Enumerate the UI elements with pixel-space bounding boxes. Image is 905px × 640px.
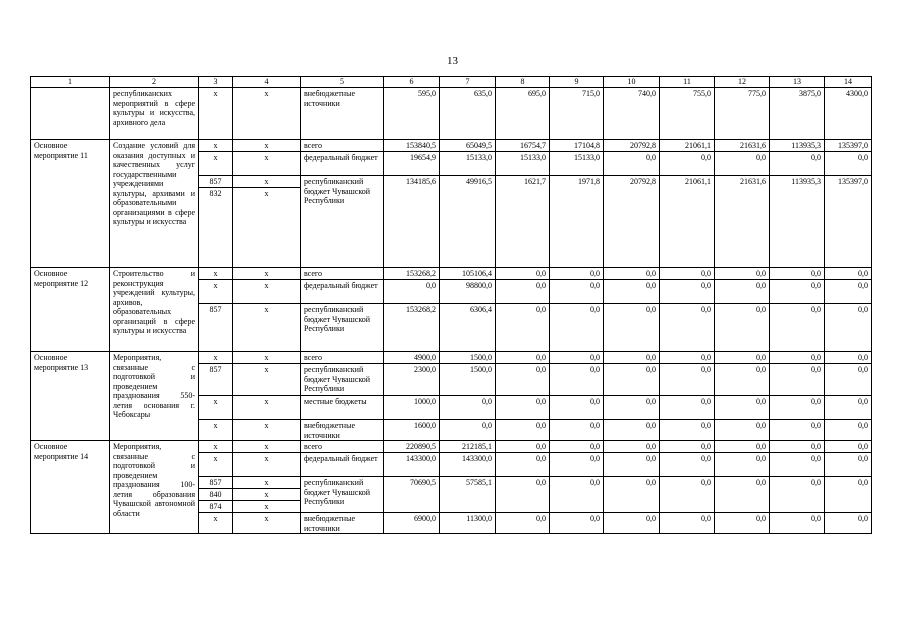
cell-grbs: x: [199, 352, 233, 364]
value-cell: 0,0: [550, 352, 604, 364]
funding-source: республиканский бюджет Чувашской Республики: [301, 364, 384, 396]
column-numbers-row: [31, 77, 872, 88]
value-cell: 0,0: [660, 152, 715, 176]
value-cell: 0,0: [496, 396, 550, 420]
column-number: 12: [715, 77, 770, 88]
cell-grbs: 874: [199, 501, 233, 513]
funding-source: федеральный бюджет: [301, 152, 384, 176]
value-cell: 0,0: [825, 513, 872, 534]
value-cell: 212185,1: [440, 441, 496, 453]
value-cell: 153268,2: [384, 268, 440, 280]
value-cell: 0,0: [770, 420, 825, 441]
column-number: 1: [31, 77, 110, 88]
value-cell: 0,0: [496, 268, 550, 280]
value-cell: 0,0: [604, 477, 660, 513]
cell-code: x: [233, 176, 301, 188]
value-cell: 0,0: [384, 280, 440, 304]
value-cell: 143300,0: [384, 453, 440, 477]
column-number: 4: [233, 77, 301, 88]
cell-grbs: x: [199, 513, 233, 534]
cell-code: x: [233, 364, 301, 396]
value-cell: 0,0: [660, 477, 715, 513]
value-cell: 0,0: [496, 364, 550, 396]
value-cell: 0,0: [825, 268, 872, 280]
event-name: Строительство и реконструкция учреждений культуры, архивов, образовательных организаций в сфере культуры и искусства: [110, 268, 199, 352]
value-cell: 21631,6: [715, 176, 770, 268]
value-cell: 21061,1: [660, 176, 715, 268]
value-cell: 635,0: [440, 88, 496, 140]
value-cell: 0,0: [496, 304, 550, 352]
cell-code: x: [233, 152, 301, 176]
value-cell: 0,0: [770, 352, 825, 364]
cell-code: x: [233, 280, 301, 304]
value-cell: 0,0: [825, 364, 872, 396]
value-cell: 16754,7: [496, 140, 550, 152]
value-cell: 0,0: [660, 268, 715, 280]
cell-grbs: x: [199, 140, 233, 152]
value-cell: 0,0: [715, 268, 770, 280]
value-cell: 0,0: [496, 513, 550, 534]
value-cell: 0,0: [715, 364, 770, 396]
value-cell: 2300,0: [384, 364, 440, 396]
event-label: Основное мероприятие 12: [31, 268, 110, 352]
value-cell: 0,0: [604, 420, 660, 441]
value-cell: 0,0: [770, 304, 825, 352]
value-cell: 0,0: [715, 477, 770, 513]
value-cell: 0,0: [550, 477, 604, 513]
event-name: Мероприятия, связанные с подготовкой и проведением празднования 550-летия основания г. Чебоксары: [110, 352, 199, 441]
cell-grbs: x: [199, 268, 233, 280]
value-cell: 98800,0: [440, 280, 496, 304]
event-name: Создание условий для оказания доступных и качественных услуг государственными учреждениями культуры, архивами и образовательными организациями в сфере культуры и искусства: [110, 140, 199, 268]
value-cell: 57585,1: [440, 477, 496, 513]
table-row: [31, 88, 872, 140]
value-cell: 0,0: [715, 453, 770, 477]
value-cell: 0,0: [770, 513, 825, 534]
funding-source: внебюджетные источники: [301, 88, 384, 140]
value-cell: 0,0: [550, 513, 604, 534]
table-row: [31, 352, 872, 364]
value-cell: 0,0: [496, 441, 550, 453]
value-cell: 0,0: [825, 453, 872, 477]
cell-code: x: [233, 441, 301, 453]
page-number: 13: [447, 55, 458, 67]
column-number: 6: [384, 77, 440, 88]
column-number: 11: [660, 77, 715, 88]
value-cell: 0,0: [770, 364, 825, 396]
value-cell: 0,0: [660, 364, 715, 396]
value-cell: 1000,0: [384, 396, 440, 420]
event-label: Основное мероприятие 13: [31, 352, 110, 441]
value-cell: 0,0: [825, 477, 872, 513]
value-cell: 0,0: [660, 453, 715, 477]
value-cell: 0,0: [604, 280, 660, 304]
value-cell: 11300,0: [440, 513, 496, 534]
column-number: 8: [496, 77, 550, 88]
value-cell: 0,0: [825, 420, 872, 441]
value-cell: 3875,0: [770, 88, 825, 140]
value-cell: 0,0: [715, 352, 770, 364]
value-cell: 105106,4: [440, 268, 496, 280]
value-cell: 0,0: [715, 441, 770, 453]
value-cell: 15133,0: [550, 152, 604, 176]
cell-grbs: 840: [199, 489, 233, 501]
funding-source: всего: [301, 140, 384, 152]
value-cell: 4300,0: [825, 88, 872, 140]
value-cell: 0,0: [496, 453, 550, 477]
value-cell: 0,0: [550, 280, 604, 304]
value-cell: 0,0: [604, 152, 660, 176]
value-cell: 153268,2: [384, 304, 440, 352]
event-name: республиканских мероприятий в сфере культуры и искусства, архивного дела: [110, 88, 199, 140]
value-cell: 0,0: [660, 304, 715, 352]
cell-grbs: x: [199, 441, 233, 453]
value-cell: 0,0: [770, 152, 825, 176]
value-cell: 0,0: [770, 268, 825, 280]
value-cell: 0,0: [604, 268, 660, 280]
value-cell: 0,0: [825, 280, 872, 304]
value-cell: 15133,0: [440, 152, 496, 176]
table-row: [31, 441, 872, 453]
column-number: 9: [550, 77, 604, 88]
groups-body: [31, 140, 872, 534]
column-number: 13: [770, 77, 825, 88]
cell-code: x: [233, 489, 301, 501]
funding-source: всего: [301, 352, 384, 364]
cell-grbs: x: [199, 453, 233, 477]
value-cell: 0,0: [604, 441, 660, 453]
value-cell: 0,0: [715, 513, 770, 534]
cell-code: x: [233, 140, 301, 152]
value-cell: 135397,0: [825, 140, 872, 152]
funding-source: всего: [301, 441, 384, 453]
value-cell: 0,0: [715, 280, 770, 304]
value-cell: 21631,6: [715, 140, 770, 152]
value-cell: 0,0: [825, 396, 872, 420]
cell-grbs: 832: [199, 188, 233, 268]
value-cell: 113935,3: [770, 140, 825, 152]
funding-source: федеральный бюджет: [301, 280, 384, 304]
event-label: Основное мероприятие 11: [31, 140, 110, 268]
value-cell: 0,0: [604, 396, 660, 420]
cell-grbs: x: [199, 280, 233, 304]
value-cell: 0,0: [550, 453, 604, 477]
cell-code: x: [233, 268, 301, 280]
value-cell: 0,0: [496, 420, 550, 441]
value-cell: 0,0: [440, 396, 496, 420]
value-cell: 595,0: [384, 88, 440, 140]
value-cell: 0,0: [660, 441, 715, 453]
value-cell: 0,0: [496, 280, 550, 304]
value-cell: 135397,0: [825, 176, 872, 268]
value-cell: 1500,0: [440, 352, 496, 364]
value-cell: 0,0: [825, 304, 872, 352]
cell-grbs: 857: [199, 364, 233, 396]
funding-source: республиканский бюджет Чувашской Республики: [301, 477, 384, 513]
value-cell: 21061,1: [660, 140, 715, 152]
value-cell: 0,0: [440, 420, 496, 441]
funding-source: республиканский бюджет Чувашской Республики: [301, 304, 384, 352]
value-cell: 0,0: [496, 477, 550, 513]
budget-table: [30, 76, 872, 534]
cell-grbs: x: [199, 88, 233, 140]
value-cell: 65049,5: [440, 140, 496, 152]
value-cell: 49916,5: [440, 176, 496, 268]
funding-source: местные бюджеты: [301, 396, 384, 420]
value-cell: 0,0: [604, 453, 660, 477]
value-cell: 0,0: [604, 513, 660, 534]
cell-code: x: [233, 396, 301, 420]
cell-code: x: [233, 420, 301, 441]
event-name: Мероприятия, связанные с подготовкой и проведением празднования 100-летия образования Чувашской автономной области: [110, 441, 199, 534]
value-cell: 19654,9: [384, 152, 440, 176]
value-cell: 0,0: [770, 453, 825, 477]
cell-code: x: [233, 88, 301, 140]
value-cell: 0,0: [770, 441, 825, 453]
value-cell: 0,0: [604, 364, 660, 396]
value-cell: 0,0: [825, 352, 872, 364]
value-cell: 695,0: [496, 88, 550, 140]
cell-code: x: [233, 352, 301, 364]
cell-code: x: [233, 501, 301, 513]
funding-source: федеральный бюджет: [301, 453, 384, 477]
value-cell: 6306,4: [440, 304, 496, 352]
value-cell: 715,0: [550, 88, 604, 140]
cell-grbs: 857: [199, 304, 233, 352]
value-cell: 134185,6: [384, 176, 440, 268]
value-cell: 0,0: [660, 396, 715, 420]
value-cell: 0,0: [550, 304, 604, 352]
table-row: [31, 140, 872, 152]
value-cell: 15133,0: [496, 152, 550, 176]
value-cell: 153840,5: [384, 140, 440, 152]
funding-source: республиканский бюджет Чувашской Республики: [301, 176, 384, 268]
value-cell: 0,0: [660, 280, 715, 304]
cell-code: x: [233, 304, 301, 352]
value-cell: 0,0: [715, 420, 770, 441]
value-cell: 0,0: [770, 477, 825, 513]
column-number: 2: [110, 77, 199, 88]
value-cell: 0,0: [715, 152, 770, 176]
value-cell: 0,0: [770, 280, 825, 304]
value-cell: 0,0: [550, 396, 604, 420]
value-cell: 113935,3: [770, 176, 825, 268]
value-cell: 775,0: [715, 88, 770, 140]
value-cell: 0,0: [770, 396, 825, 420]
value-cell: 1500,0: [440, 364, 496, 396]
value-cell: 20792,8: [604, 176, 660, 268]
value-cell: 0,0: [604, 304, 660, 352]
column-number: 3: [199, 77, 233, 88]
value-cell: 0,0: [550, 268, 604, 280]
value-cell: 0,0: [550, 364, 604, 396]
value-cell: 17104,8: [550, 140, 604, 152]
value-cell: 6900,0: [384, 513, 440, 534]
value-cell: 0,0: [825, 152, 872, 176]
value-cell: 0,0: [604, 352, 660, 364]
value-cell: 740,0: [604, 88, 660, 140]
column-number: 5: [301, 77, 384, 88]
cell-grbs: x: [199, 420, 233, 441]
value-cell: 0,0: [715, 304, 770, 352]
value-cell: 143300,0: [440, 453, 496, 477]
value-cell: 220890,5: [384, 441, 440, 453]
cell-code: x: [233, 513, 301, 534]
value-cell: 0,0: [825, 441, 872, 453]
cell-code: x: [233, 453, 301, 477]
cell-code: x: [233, 188, 301, 268]
value-cell: 20792,8: [604, 140, 660, 152]
value-cell: 0,0: [550, 441, 604, 453]
value-cell: 0,0: [660, 420, 715, 441]
cell-grbs: 857: [199, 176, 233, 188]
value-cell: 1621,7: [496, 176, 550, 268]
funding-source: всего: [301, 268, 384, 280]
value-cell: 0,0: [550, 420, 604, 441]
value-cell: 0,0: [715, 396, 770, 420]
cell-code: x: [233, 477, 301, 489]
value-cell: 0,0: [496, 352, 550, 364]
value-cell: 70690,5: [384, 477, 440, 513]
cell-grbs: x: [199, 152, 233, 176]
column-number: 14: [825, 77, 872, 88]
column-number: 7: [440, 77, 496, 88]
value-cell: 755,0: [660, 88, 715, 140]
value-cell: 0,0: [660, 513, 715, 534]
value-cell: 0,0: [660, 352, 715, 364]
value-cell: 1971,8: [550, 176, 604, 268]
cell-grbs: x: [199, 396, 233, 420]
column-number: 10: [604, 77, 660, 88]
table-row: [31, 268, 872, 280]
value-cell: 1600,0: [384, 420, 440, 441]
cell-grbs: 857: [199, 477, 233, 489]
value-cell: 4900,0: [384, 352, 440, 364]
event-label: Основное мероприятие 14: [31, 441, 110, 534]
funding-source: внебюджетные источники: [301, 513, 384, 534]
funding-source: внебюджетные источники: [301, 420, 384, 441]
event-label-cell: [31, 88, 110, 140]
